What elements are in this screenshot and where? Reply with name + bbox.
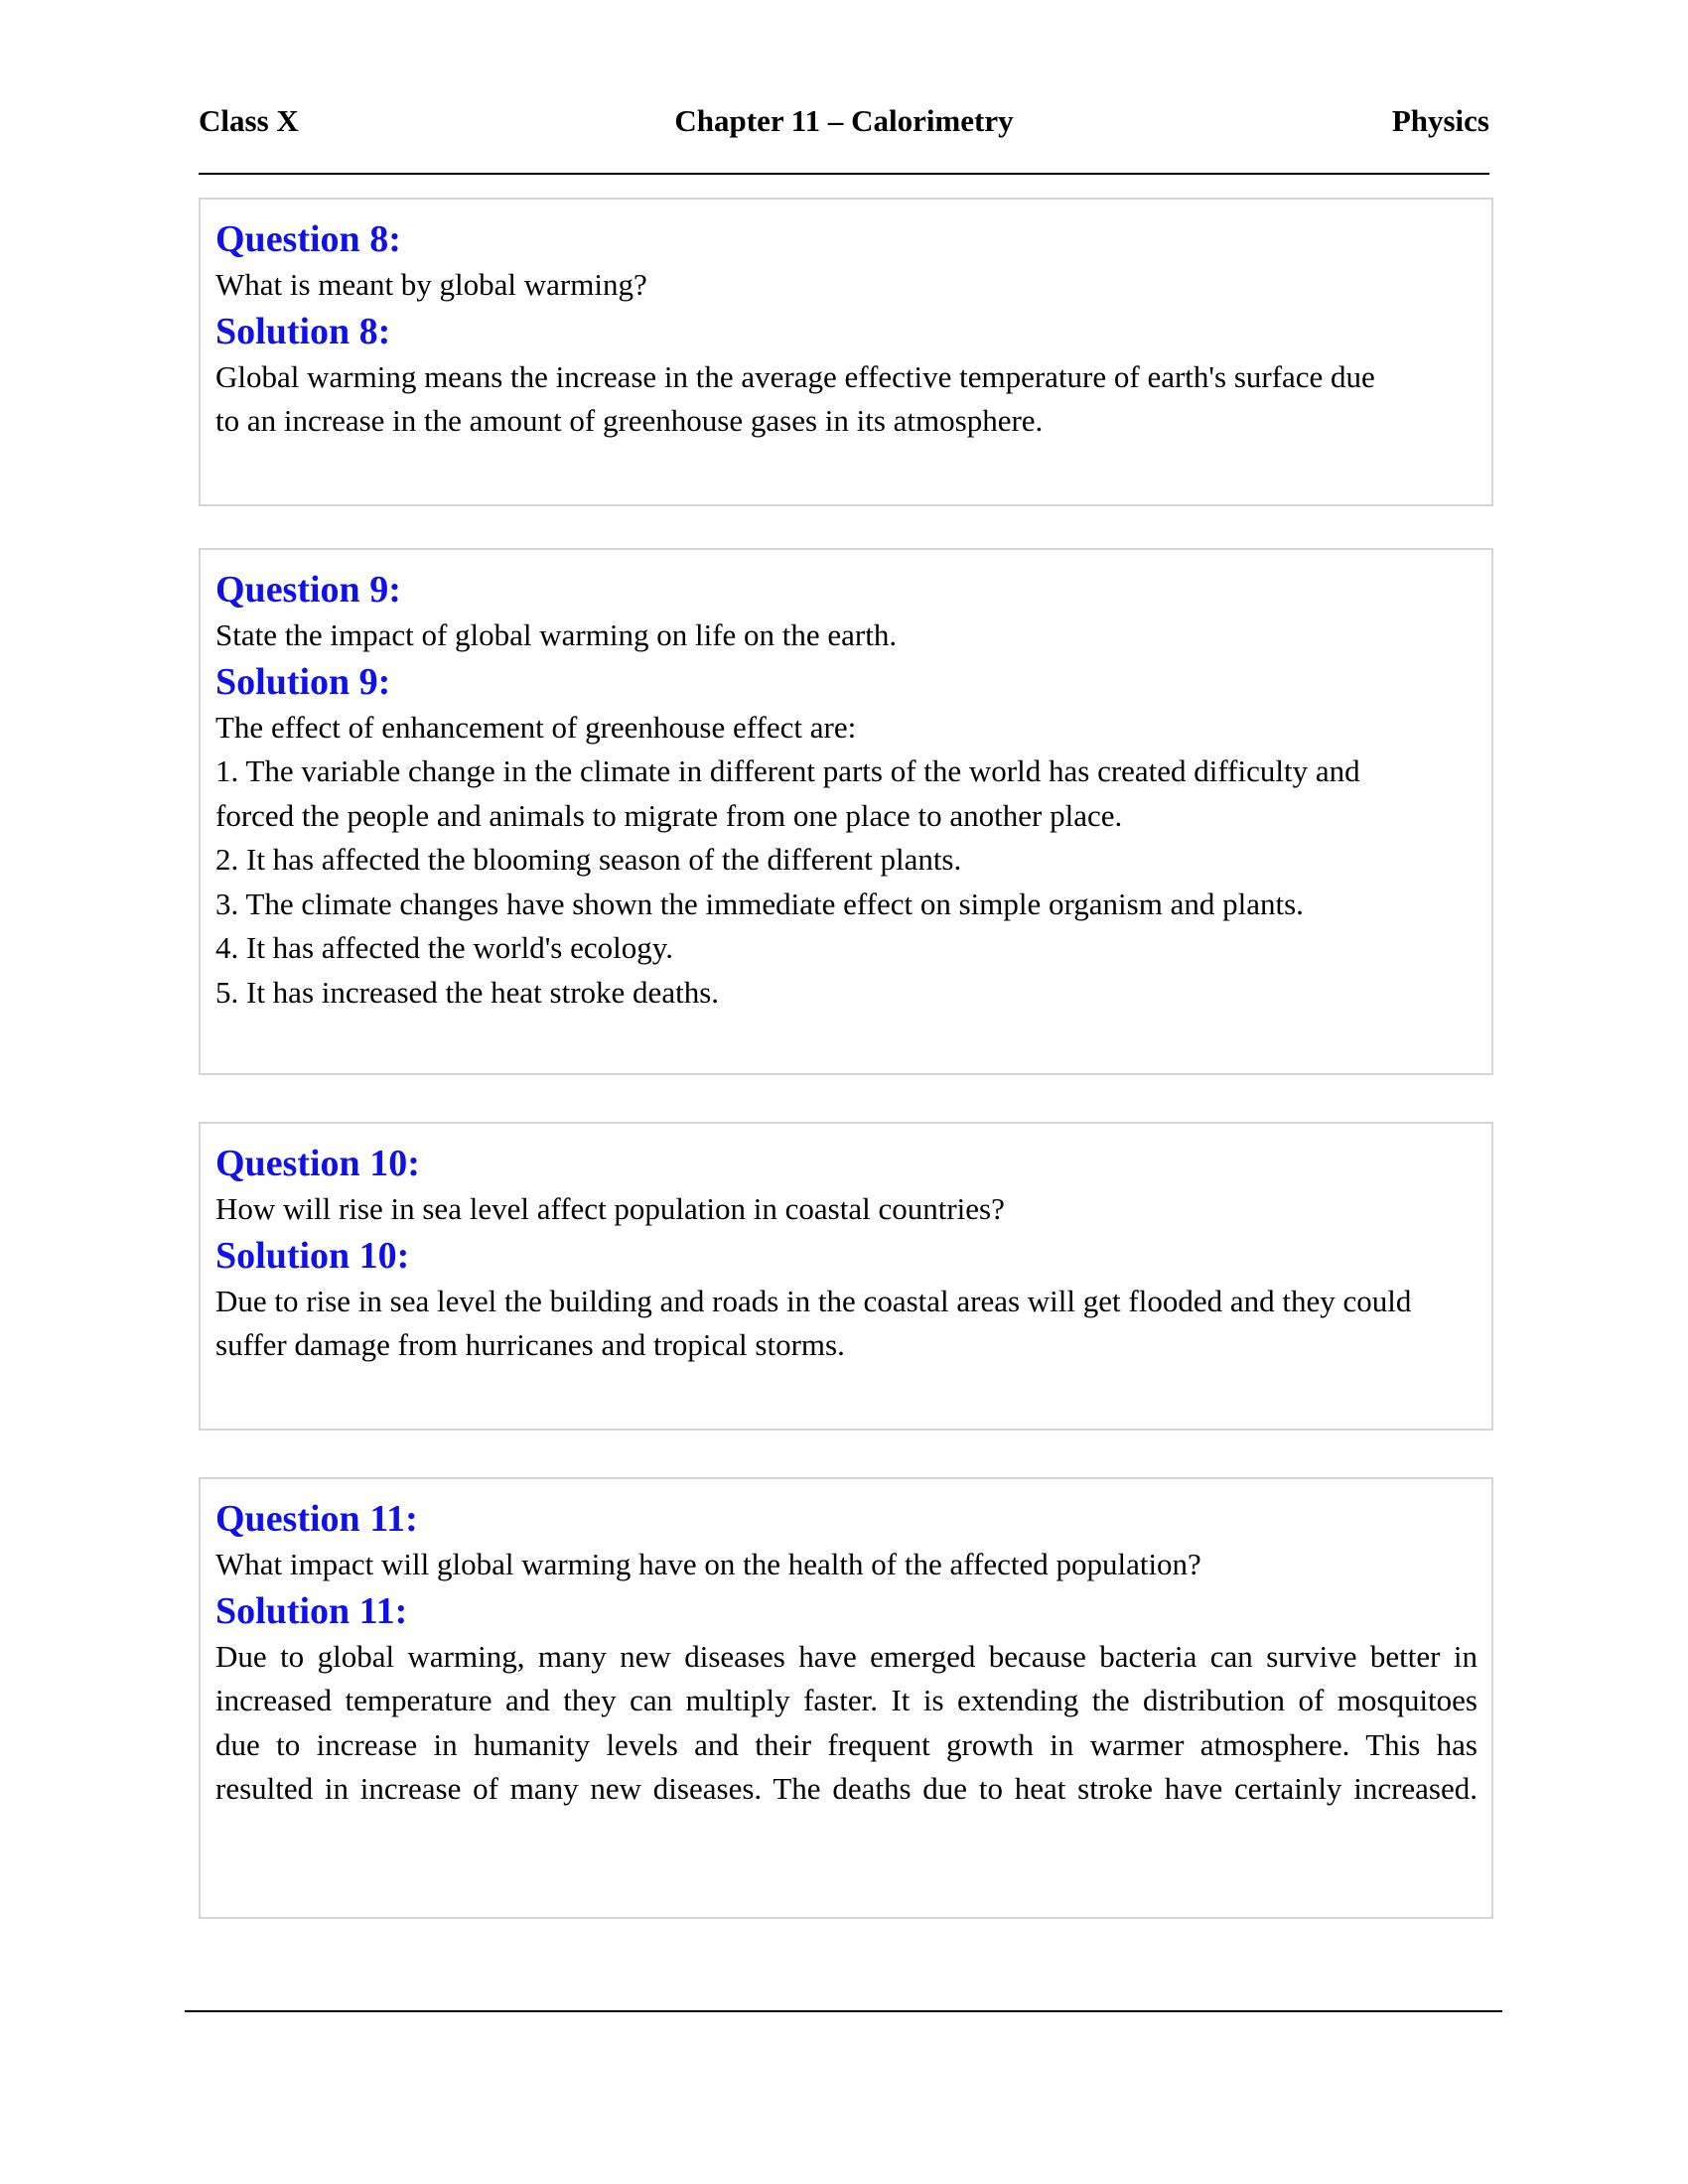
solution-line: suffer damage from hurricanes and tropical storms. bbox=[215, 1327, 845, 1362]
solution-line: 1. The variable change in the climate in different parts of the world has created difficulty and bbox=[215, 753, 1360, 788]
question-title: Question 10: bbox=[215, 1143, 420, 1184]
solution-line: forced the people and animals to migrate from one place to another place. bbox=[215, 797, 1123, 833]
header-divider bbox=[199, 173, 1489, 175]
solution-line: 5. It has increased the heat stroke deaths. bbox=[215, 974, 720, 1010]
solution-text bbox=[215, 1280, 1477, 1368]
footer-divider bbox=[185, 2010, 1502, 2012]
question-text: What is meant by global warming? bbox=[215, 267, 647, 302]
question-title: Question 8: bbox=[215, 218, 401, 260]
qa-box-10 bbox=[199, 1122, 1493, 1431]
solution-line: Global warming means the increase in the average effective temperature of earth's surface due bbox=[215, 358, 1375, 394]
qa-box-9 bbox=[199, 548, 1493, 1075]
solution-line: The effect of enhancement of greenhouse effect are: bbox=[215, 709, 857, 745]
solution-text bbox=[215, 1635, 1477, 1812]
header-subject: Physics bbox=[1391, 103, 1489, 138]
question-text: How will rise in sea level affect population in coastal countries? bbox=[215, 1191, 1005, 1226]
question-text: What impact will global warming have on the health of the affected population? bbox=[215, 1547, 1201, 1581]
qa-box-11 bbox=[199, 1477, 1493, 1919]
question-text: State the impact of global warming on life on the earth. bbox=[215, 617, 898, 652]
page-header bbox=[199, 99, 1489, 143]
solution-title: Solution 10: bbox=[215, 1234, 410, 1277]
solution-line: 2. It has affected the blooming season of the different plants. bbox=[215, 842, 962, 877]
header-class: Class X bbox=[199, 103, 299, 138]
solution-title: Solution 8: bbox=[215, 310, 391, 352]
qa-box-8 bbox=[199, 198, 1493, 506]
solution-text bbox=[215, 355, 1477, 444]
solution-title: Solution 9: bbox=[215, 660, 391, 703]
solution-line: resulted in increase of many new diseases. The deaths due to heat stroke have certainly increased. bbox=[215, 1771, 1477, 1806]
solution-text bbox=[215, 706, 1477, 1016]
solution-line: 4. It has affected the world's ecology. bbox=[215, 930, 673, 965]
header-chapter: Chapter 11 – Calorimetry bbox=[674, 103, 1014, 138]
solution-line: increased temperature and they can multiply faster. It is extending the distribution of mosquitoes bbox=[215, 1683, 1477, 1717]
solution-line: Due to rise in sea level the building and roads in the coastal areas will get flooded and they could bbox=[215, 1283, 1412, 1318]
solution-line: due to increase in humanity levels and their frequent growth in warmer atmosphere. This has bbox=[215, 1726, 1477, 1762]
solution-title: Solution 11: bbox=[215, 1589, 408, 1632]
solution-line: 3. The climate changes have shown the immediate effect on simple organism and plants. bbox=[215, 886, 1304, 921]
question-title: Question 11: bbox=[215, 1498, 418, 1540]
solution-line: Due to global warming, many new diseases have emerged because bacteria can survive better in bbox=[215, 1638, 1477, 1674]
solution-line: to an increase in the amount of greenhouse gases in its atmosphere. bbox=[215, 403, 1044, 438]
question-title: Question 9: bbox=[215, 569, 401, 611]
